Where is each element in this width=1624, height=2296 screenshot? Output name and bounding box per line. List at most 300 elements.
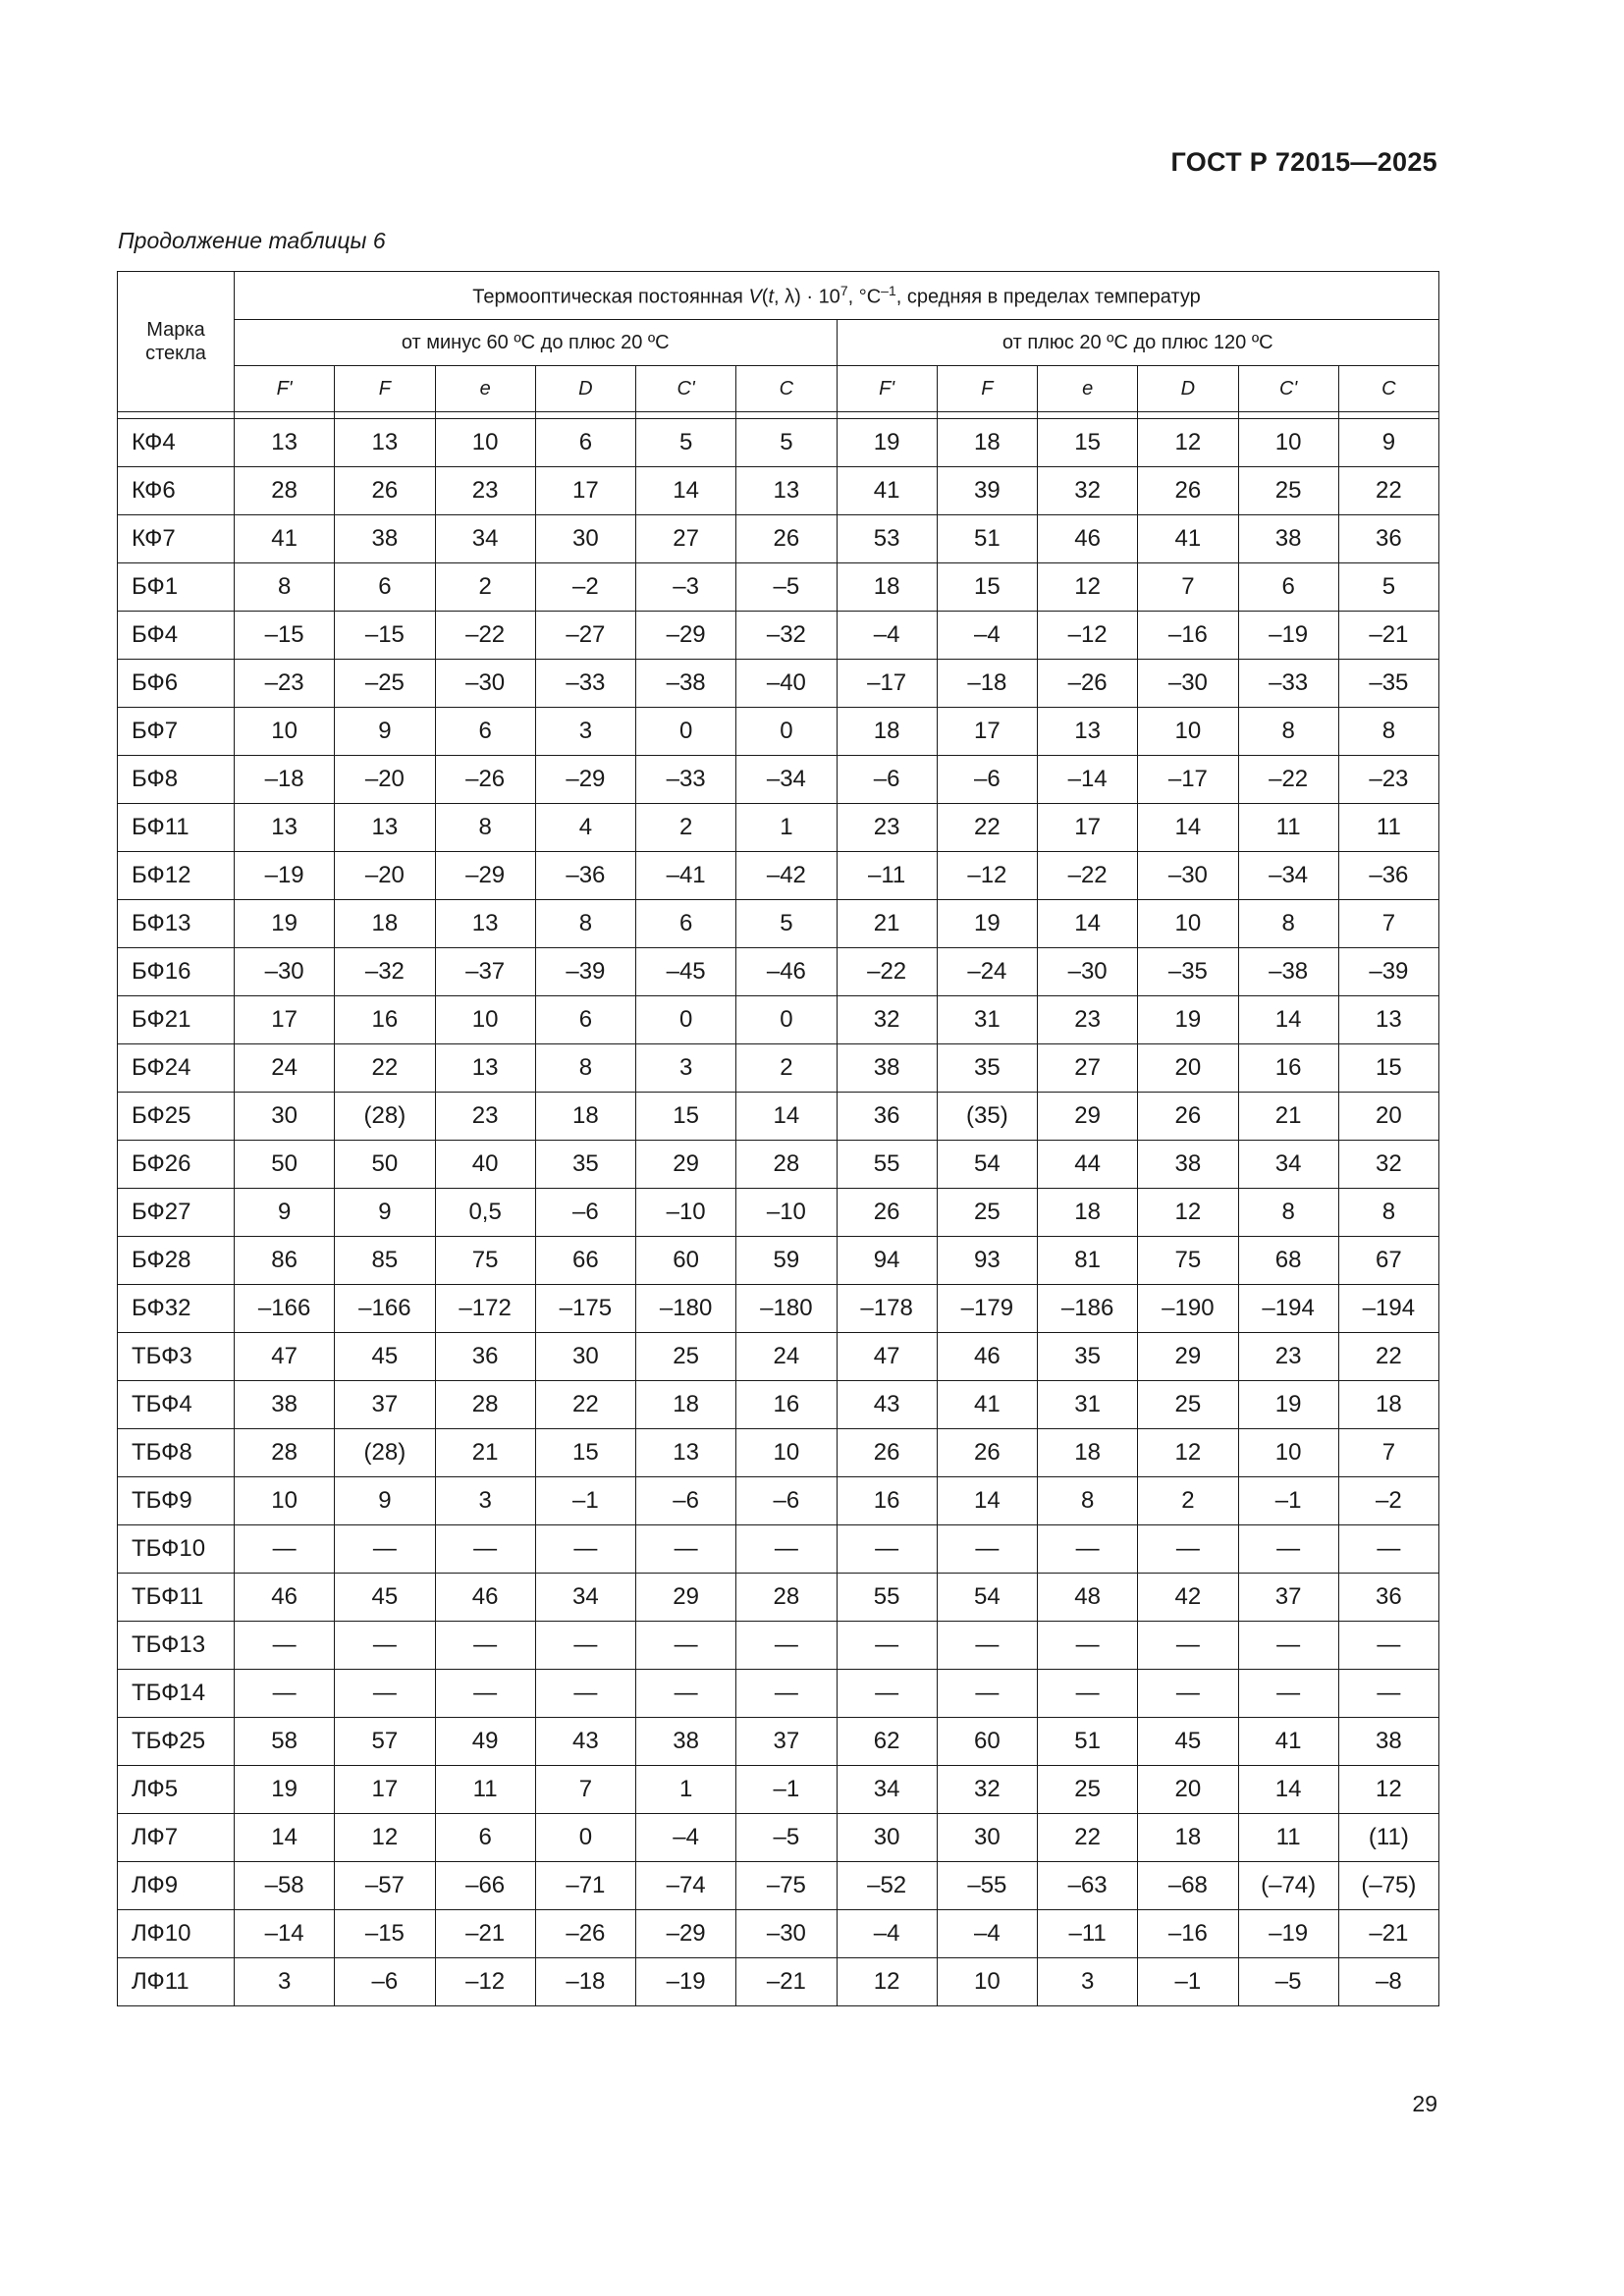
- value-cell: 23: [837, 804, 937, 852]
- value-cell: –11: [837, 852, 937, 900]
- separator-cell: [335, 412, 435, 419]
- value-cell: 93: [937, 1237, 1037, 1285]
- value-cell: 27: [636, 515, 736, 563]
- value-cell: –35: [1338, 660, 1438, 708]
- glass-grade-cell: ТБФ3: [118, 1333, 235, 1381]
- value-cell: 19: [235, 900, 335, 948]
- value-cell: –175: [535, 1285, 635, 1333]
- value-cell: 26: [1138, 467, 1238, 515]
- value-cell: –21: [1338, 612, 1438, 660]
- table-row: [118, 515, 1439, 563]
- value-cell: –57: [335, 1862, 435, 1910]
- value-cell: 41: [937, 1381, 1037, 1429]
- value-cell: –26: [535, 1910, 635, 1958]
- value-cell: 36: [837, 1093, 937, 1141]
- value-cell: –38: [1238, 948, 1338, 996]
- glass-grade-cell: КФ6: [118, 467, 235, 515]
- value-cell: –26: [435, 756, 535, 804]
- value-cell: 22: [335, 1044, 435, 1093]
- value-cell: —: [837, 1670, 937, 1718]
- value-cell: 12: [335, 1814, 435, 1862]
- value-cell: –21: [1338, 1910, 1438, 1958]
- value-cell: 58: [235, 1718, 335, 1766]
- value-cell: 36: [1338, 515, 1438, 563]
- separator-cell: [1138, 412, 1238, 419]
- value-cell: 81: [1038, 1237, 1138, 1285]
- glass-grade-cell: БФ11: [118, 804, 235, 852]
- value-cell: –24: [937, 948, 1037, 996]
- value-cell: –11: [1038, 1910, 1138, 1958]
- table-row: [118, 1910, 1439, 1958]
- value-cell: 9: [335, 1477, 435, 1525]
- value-cell: 14: [1038, 900, 1138, 948]
- value-cell: 2: [736, 1044, 837, 1093]
- value-cell: 12: [1038, 563, 1138, 612]
- value-cell: –6: [636, 1477, 736, 1525]
- value-cell: 14: [1238, 996, 1338, 1044]
- value-cell: 17: [235, 996, 335, 1044]
- value-cell: –29: [435, 852, 535, 900]
- value-cell: 34: [1238, 1141, 1338, 1189]
- glass-grade-cell: БФ1: [118, 563, 235, 612]
- value-cell: 4: [535, 804, 635, 852]
- value-cell: –19: [636, 1958, 736, 2006]
- value-cell: 0,5: [435, 1189, 535, 1237]
- value-cell: 94: [837, 1237, 937, 1285]
- value-cell: 13: [235, 419, 335, 467]
- glass-grade-cell: БФ4: [118, 612, 235, 660]
- value-cell: 26: [736, 515, 837, 563]
- value-cell: 0: [636, 708, 736, 756]
- value-cell: –12: [937, 852, 1037, 900]
- value-cell: 10: [1238, 1429, 1338, 1477]
- value-cell: 18: [1038, 1189, 1138, 1237]
- table-row: [118, 804, 1439, 852]
- value-cell: 18: [1138, 1814, 1238, 1862]
- value-cell: 38: [335, 515, 435, 563]
- value-cell: 32: [937, 1766, 1037, 1814]
- value-cell: —: [1338, 1622, 1438, 1670]
- value-cell: 13: [636, 1429, 736, 1477]
- value-cell: –18: [235, 756, 335, 804]
- value-cell: 35: [937, 1044, 1037, 1093]
- value-cell: –29: [636, 612, 736, 660]
- value-cell: 30: [535, 515, 635, 563]
- value-cell: 50: [235, 1141, 335, 1189]
- value-cell: —: [636, 1525, 736, 1574]
- value-cell: 5: [636, 419, 736, 467]
- value-cell: –15: [335, 612, 435, 660]
- value-cell: 46: [937, 1333, 1037, 1381]
- value-cell: 21: [1238, 1093, 1338, 1141]
- value-cell: 18: [335, 900, 435, 948]
- value-cell: 18: [837, 708, 937, 756]
- value-cell: 62: [837, 1718, 937, 1766]
- value-cell: 24: [235, 1044, 335, 1093]
- value-cell: 8: [1338, 1189, 1438, 1237]
- value-cell: —: [335, 1525, 435, 1574]
- value-cell: –16: [1138, 1910, 1238, 1958]
- value-cell: –30: [736, 1910, 837, 1958]
- value-cell: 21: [837, 900, 937, 948]
- value-cell: 23: [1238, 1333, 1338, 1381]
- value-cell: –5: [736, 563, 837, 612]
- value-cell: 55: [837, 1574, 937, 1622]
- value-cell: (–75): [1338, 1862, 1438, 1910]
- value-cell: –6: [937, 756, 1037, 804]
- separator-cell: [736, 412, 837, 419]
- value-cell: 6: [335, 563, 435, 612]
- value-cell: 51: [937, 515, 1037, 563]
- value-cell: 8: [1238, 1189, 1338, 1237]
- value-cell: 32: [837, 996, 937, 1044]
- value-cell: 75: [1138, 1237, 1238, 1285]
- value-cell: –66: [435, 1862, 535, 1910]
- value-cell: 7: [1338, 1429, 1438, 1477]
- value-cell: 9: [335, 1189, 435, 1237]
- glass-grade-cell: КФ4: [118, 419, 235, 467]
- value-cell: —: [837, 1525, 937, 1574]
- value-cell: –2: [1338, 1477, 1438, 1525]
- value-cell: 26: [837, 1429, 937, 1477]
- value-cell: 8: [1238, 708, 1338, 756]
- value-cell: –6: [837, 756, 937, 804]
- table-row: [118, 467, 1439, 515]
- value-cell: 13: [435, 900, 535, 948]
- grade-column-header: Марка стекла: [118, 272, 235, 412]
- value-cell: –30: [1138, 852, 1238, 900]
- value-cell: 12: [1338, 1766, 1438, 1814]
- value-cell: 15: [1338, 1044, 1438, 1093]
- value-cell: 7: [1338, 900, 1438, 948]
- value-cell: 3: [235, 1958, 335, 2006]
- table-row: [118, 1381, 1439, 1429]
- value-cell: —: [435, 1525, 535, 1574]
- table-row: [118, 996, 1439, 1044]
- value-cell: 25: [636, 1333, 736, 1381]
- glass-grade-cell: БФ12: [118, 852, 235, 900]
- table-row: [118, 900, 1439, 948]
- spectral-line-header: F: [335, 366, 435, 412]
- value-cell: 17: [937, 708, 1037, 756]
- table-row: [118, 708, 1439, 756]
- value-cell: 19: [1238, 1381, 1338, 1429]
- value-cell: —: [1338, 1670, 1438, 1718]
- value-cell: 23: [1038, 996, 1138, 1044]
- value-cell: –20: [335, 852, 435, 900]
- value-cell: –33: [636, 756, 736, 804]
- value-cell: 10: [435, 419, 535, 467]
- value-cell: 28: [235, 467, 335, 515]
- value-cell: 9: [235, 1189, 335, 1237]
- value-cell: —: [1038, 1670, 1138, 1718]
- table-row: [118, 1189, 1439, 1237]
- spectral-line-header: C: [1338, 366, 1438, 412]
- value-cell: 10: [1138, 708, 1238, 756]
- value-cell: 25: [1038, 1766, 1138, 1814]
- value-cell: –18: [937, 660, 1037, 708]
- value-cell: 54: [937, 1574, 1037, 1622]
- value-cell: –37: [435, 948, 535, 996]
- value-cell: 6: [1238, 563, 1338, 612]
- value-cell: –74: [636, 1862, 736, 1910]
- value-cell: 53: [837, 515, 937, 563]
- value-cell: 17: [535, 467, 635, 515]
- value-cell: 6: [435, 708, 535, 756]
- value-cell: 49: [435, 1718, 535, 1766]
- value-cell: 1: [736, 804, 837, 852]
- value-cell: 15: [535, 1429, 635, 1477]
- value-cell: 26: [335, 467, 435, 515]
- table-row: [118, 756, 1439, 804]
- value-cell: –190: [1138, 1285, 1238, 1333]
- table-row: [118, 1766, 1439, 1814]
- table-row: [118, 1477, 1439, 1525]
- value-cell: 6: [535, 419, 635, 467]
- value-cell: —: [837, 1622, 937, 1670]
- value-cell: (–74): [1238, 1862, 1338, 1910]
- value-cell: 43: [535, 1718, 635, 1766]
- glass-grade-cell: БФ32: [118, 1285, 235, 1333]
- value-cell: 16: [335, 996, 435, 1044]
- value-cell: 23: [435, 467, 535, 515]
- glass-grade-cell: БФ24: [118, 1044, 235, 1093]
- value-cell: –32: [335, 948, 435, 996]
- glass-grade-cell: ТБФ25: [118, 1718, 235, 1766]
- value-cell: 2: [1138, 1477, 1238, 1525]
- value-cell: 20: [1338, 1093, 1438, 1141]
- value-cell: 9: [1338, 419, 1438, 467]
- value-cell: 48: [1038, 1574, 1138, 1622]
- value-cell: –194: [1338, 1285, 1438, 1333]
- value-cell: 28: [435, 1381, 535, 1429]
- value-cell: 3: [535, 708, 635, 756]
- value-cell: –19: [1238, 1910, 1338, 1958]
- value-cell: –42: [736, 852, 837, 900]
- value-cell: 13: [1338, 996, 1438, 1044]
- value-cell: 34: [435, 515, 535, 563]
- value-cell: 38: [1338, 1718, 1438, 1766]
- value-cell: —: [937, 1622, 1037, 1670]
- value-cell: 3: [636, 1044, 736, 1093]
- value-cell: 40: [435, 1141, 535, 1189]
- value-cell: —: [937, 1670, 1037, 1718]
- value-cell: –6: [535, 1189, 635, 1237]
- table-row: [118, 1429, 1439, 1477]
- value-cell: 28: [235, 1429, 335, 1477]
- table-row: [118, 1237, 1439, 1285]
- value-cell: –52: [837, 1862, 937, 1910]
- value-cell: —: [636, 1622, 736, 1670]
- value-cell: 16: [736, 1381, 837, 1429]
- value-cell: –39: [535, 948, 635, 996]
- spectral-line-header: F': [837, 366, 937, 412]
- value-cell: —: [535, 1670, 635, 1718]
- separator-cell: [1338, 412, 1438, 419]
- value-cell: 29: [1038, 1093, 1138, 1141]
- range-header-low: от минус 60 ºС до плюс 20 ºС: [235, 320, 838, 366]
- glass-grade-cell: БФ28: [118, 1237, 235, 1285]
- table-row: [118, 660, 1439, 708]
- value-cell: 32: [1338, 1141, 1438, 1189]
- table-row: [118, 1718, 1439, 1766]
- value-cell: –1: [1138, 1958, 1238, 2006]
- value-cell: 45: [335, 1333, 435, 1381]
- value-cell: 27: [1038, 1044, 1138, 1093]
- value-cell: 38: [1138, 1141, 1238, 1189]
- value-cell: —: [1238, 1525, 1338, 1574]
- value-cell: –180: [736, 1285, 837, 1333]
- value-cell: —: [1038, 1622, 1138, 1670]
- value-cell: –25: [335, 660, 435, 708]
- value-cell: —: [235, 1670, 335, 1718]
- glass-grade-cell: КФ7: [118, 515, 235, 563]
- value-cell: –21: [435, 1910, 535, 1958]
- value-cell: 3: [435, 1477, 535, 1525]
- value-cell: –2: [535, 563, 635, 612]
- value-cell: –29: [636, 1910, 736, 1958]
- value-cell: –36: [1338, 852, 1438, 900]
- value-cell: 19: [937, 900, 1037, 948]
- value-cell: 41: [235, 515, 335, 563]
- value-cell: 37: [736, 1718, 837, 1766]
- value-cell: 13: [335, 804, 435, 852]
- table-row: [118, 1814, 1439, 1862]
- table-row: [118, 852, 1439, 900]
- range-header-high: от плюс 20 ºС до плюс 120 ºС: [837, 320, 1439, 366]
- spectral-line-header: F': [235, 366, 335, 412]
- value-cell: –58: [235, 1862, 335, 1910]
- value-cell: 18: [937, 419, 1037, 467]
- value-cell: 17: [335, 1766, 435, 1814]
- value-cell: —: [335, 1622, 435, 1670]
- value-cell: 10: [235, 1477, 335, 1525]
- value-cell: —: [736, 1622, 837, 1670]
- table-row: [118, 612, 1439, 660]
- value-cell: —: [736, 1670, 837, 1718]
- glass-grade-cell: БФ21: [118, 996, 235, 1044]
- value-cell: –26: [1038, 660, 1138, 708]
- table-row: [118, 419, 1439, 467]
- value-cell: 35: [535, 1141, 635, 1189]
- value-cell: –3: [636, 563, 736, 612]
- value-cell: —: [1238, 1622, 1338, 1670]
- value-cell: –16: [1138, 612, 1238, 660]
- glass-grade-cell: ТБФ8: [118, 1429, 235, 1477]
- value-cell: 31: [937, 996, 1037, 1044]
- glass-grade-cell: ТБФ14: [118, 1670, 235, 1718]
- value-cell: –34: [736, 756, 837, 804]
- value-cell: 36: [1338, 1574, 1438, 1622]
- value-cell: 10: [1238, 419, 1338, 467]
- value-cell: –46: [736, 948, 837, 996]
- value-cell: 0: [636, 996, 736, 1044]
- value-cell: 15: [937, 563, 1037, 612]
- value-cell: 31: [1038, 1381, 1138, 1429]
- value-cell: 35: [1038, 1333, 1138, 1381]
- value-cell: –45: [636, 948, 736, 996]
- separator-cell: [235, 412, 335, 419]
- value-cell: 7: [535, 1766, 635, 1814]
- value-cell: –22: [435, 612, 535, 660]
- value-cell: 66: [535, 1237, 635, 1285]
- value-cell: 50: [335, 1141, 435, 1189]
- spectral-line-header: C: [736, 366, 837, 412]
- value-cell: 37: [335, 1381, 435, 1429]
- value-cell: 34: [535, 1574, 635, 1622]
- value-cell: 22: [937, 804, 1037, 852]
- value-cell: (35): [937, 1093, 1037, 1141]
- spectral-line-header: C': [1238, 366, 1338, 412]
- value-cell: –20: [335, 756, 435, 804]
- value-cell: 13: [1038, 708, 1138, 756]
- value-cell: –71: [535, 1862, 635, 1910]
- value-cell: 29: [636, 1141, 736, 1189]
- value-cell: 59: [736, 1237, 837, 1285]
- value-cell: 8: [435, 804, 535, 852]
- value-cell: —: [1138, 1525, 1238, 1574]
- value-cell: –39: [1338, 948, 1438, 996]
- table-row: [118, 1044, 1439, 1093]
- table-row: [118, 1285, 1439, 1333]
- value-cell: 10: [435, 996, 535, 1044]
- value-cell: 16: [1238, 1044, 1338, 1093]
- value-cell: 86: [235, 1237, 335, 1285]
- value-cell: 17: [1038, 804, 1138, 852]
- value-cell: 0: [535, 1814, 635, 1862]
- value-cell: 8: [535, 900, 635, 948]
- value-cell: 22: [1338, 1333, 1438, 1381]
- value-cell: –30: [235, 948, 335, 996]
- value-cell: —: [937, 1525, 1037, 1574]
- value-cell: –17: [1138, 756, 1238, 804]
- value-cell: —: [535, 1525, 635, 1574]
- separator-cell: [535, 412, 635, 419]
- spectral-line-header: e: [435, 366, 535, 412]
- value-cell: 5: [736, 900, 837, 948]
- value-cell: –33: [1238, 660, 1338, 708]
- glass-grade-cell: ЛФ7: [118, 1814, 235, 1862]
- value-cell: 11: [435, 1766, 535, 1814]
- value-cell: 21: [435, 1429, 535, 1477]
- value-cell: 10: [235, 708, 335, 756]
- value-cell: 28: [736, 1141, 837, 1189]
- value-cell: 20: [1138, 1766, 1238, 1814]
- value-cell: –5: [736, 1814, 837, 1862]
- value-cell: 9: [335, 708, 435, 756]
- value-cell: 54: [937, 1141, 1037, 1189]
- value-cell: 25: [1138, 1381, 1238, 1429]
- glass-grade-cell: ТБФ13: [118, 1622, 235, 1670]
- value-cell: 34: [837, 1766, 937, 1814]
- value-cell: 39: [937, 467, 1037, 515]
- value-cell: 44: [1038, 1141, 1138, 1189]
- value-cell: 14: [235, 1814, 335, 1862]
- separator-cell: [636, 412, 736, 419]
- value-cell: 51: [1038, 1718, 1138, 1766]
- table-row: [118, 1622, 1439, 1670]
- value-cell: –40: [736, 660, 837, 708]
- value-cell: 41: [1138, 515, 1238, 563]
- value-cell: 22: [535, 1381, 635, 1429]
- value-cell: 5: [1338, 563, 1438, 612]
- value-cell: 6: [535, 996, 635, 1044]
- value-cell: –41: [636, 852, 736, 900]
- glass-grade-cell: БФ16: [118, 948, 235, 996]
- value-cell: –38: [636, 660, 736, 708]
- value-cell: 14: [736, 1093, 837, 1141]
- value-cell: 75: [435, 1237, 535, 1285]
